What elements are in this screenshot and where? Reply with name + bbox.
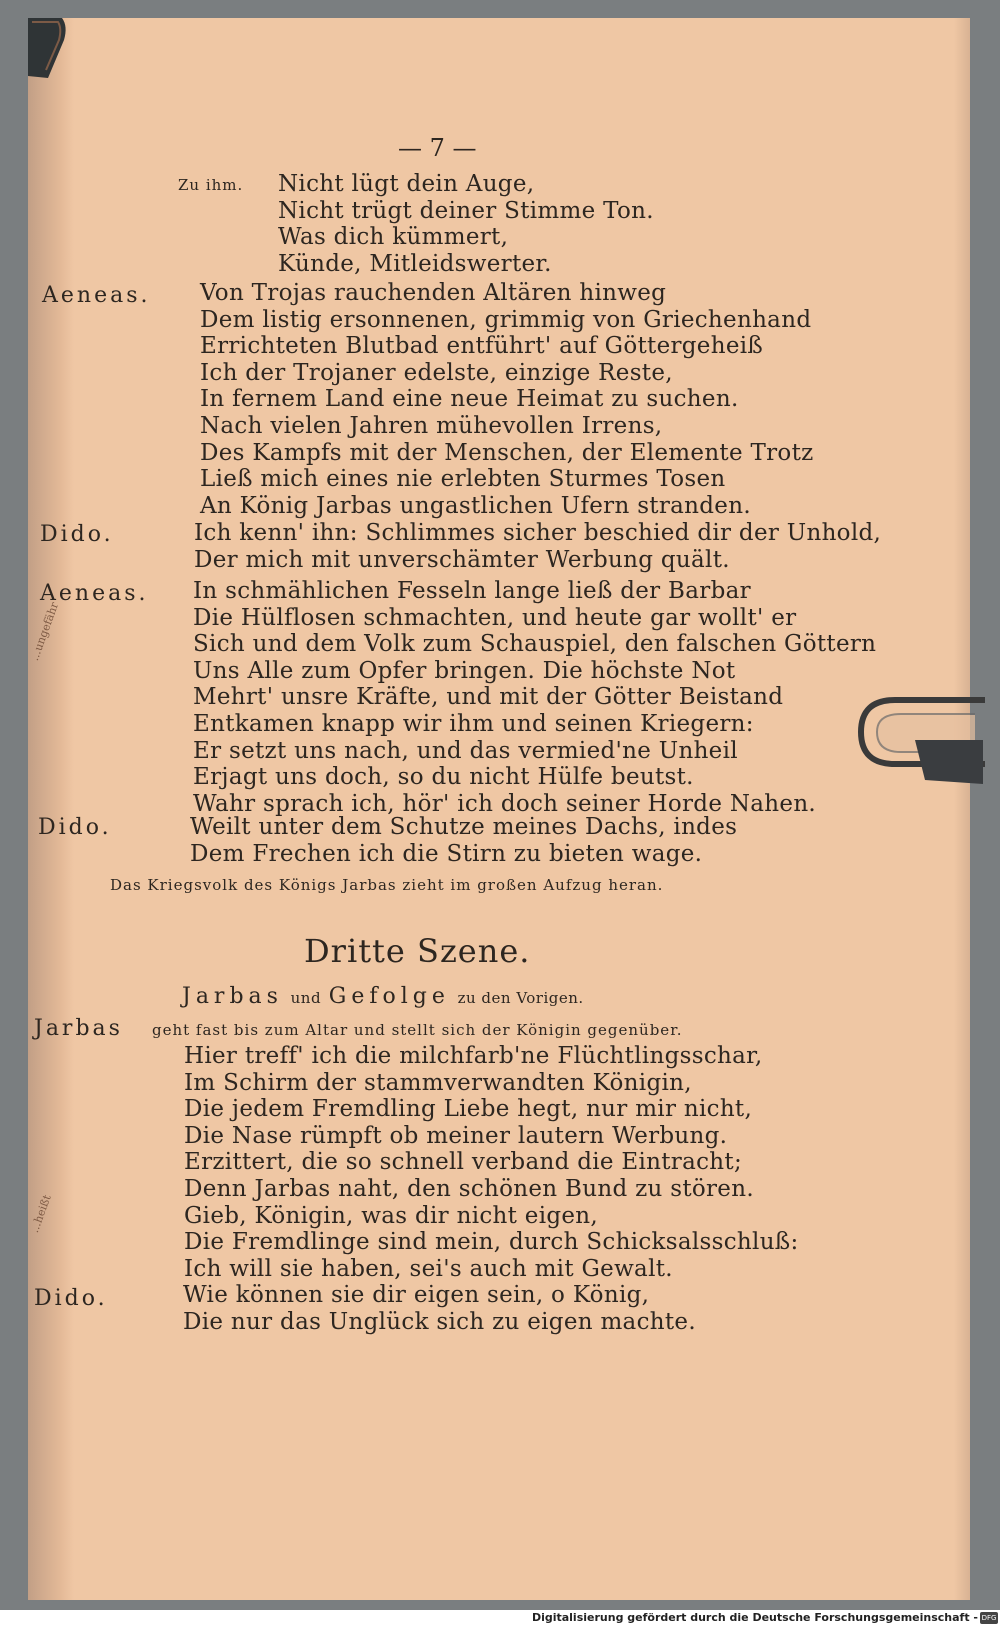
verse-block [194, 520, 881, 573]
book-page [28, 18, 970, 1600]
verse-block [200, 280, 814, 519]
verse-block [190, 814, 737, 867]
speaker-name: Dido. [40, 522, 114, 547]
verse-line: Von Trojas rauchenden Altären hinweg [200, 280, 667, 306]
verse-line: Ich kenn' ihn: Schlimmes sicher beschied dir der Unhold, [194, 520, 882, 546]
verse-line: Dem Frechen ich die Stirn zu bieten wage. [190, 840, 703, 867]
verse-line: Die Fremdlinge sind mein, durch Schicksalsschluß: [184, 1229, 799, 1256]
verse-line: Die nur das Unglück sich zu eigen machte. [183, 1308, 696, 1335]
verse-line: Der mich mit unverschämter Werbung quält. [194, 546, 730, 573]
verse-block [193, 578, 876, 817]
verse-line: Denn Jarbas naht, den schönen Bund zu stören. [184, 1175, 754, 1202]
scene-title: Dritte Szene. [304, 932, 531, 970]
cast-connector: und [290, 989, 322, 1007]
verse-line: Uns Alle zum Opfer bringen. Die höchste Not [193, 657, 736, 684]
verse-line: Nicht trügt deiner Stimme Ton. [278, 197, 654, 224]
speaker-name: Jarbas [34, 1016, 123, 1041]
speaker-name: Aeneas. [40, 581, 149, 606]
verse-line: Die Nase rümpft ob meiner lautern Werbung. [184, 1122, 728, 1149]
footer-bar [0, 1610, 1000, 1627]
verse-line: Entkamen knapp wir ihm und seinen Kriegern: [193, 710, 754, 737]
scene-cast [182, 984, 584, 1009]
speaker-name: Dido. [34, 1286, 108, 1311]
paper-clip-icon [855, 680, 985, 790]
verse-line: Im Schirm der stammverwandten Königin, [184, 1069, 692, 1096]
speaker-name: Dido. [38, 815, 112, 840]
dfg-logo-icon: DFG [981, 1614, 997, 1622]
verse-line: Hier treff' ich die milchfarb'ne Flüchtlingsschar, [184, 1043, 763, 1069]
verse-block [184, 1043, 799, 1282]
verse-line: Er setzt uns nach, und das vermied'ne Unheil [193, 737, 738, 764]
verse-line: Was dich kümmert, [278, 224, 509, 251]
verse-block [183, 1282, 696, 1335]
verse-block [278, 171, 654, 277]
verse-line: An König Jarbas ungastlichen Ufern stranden. [200, 492, 751, 519]
verse-line: Sich und dem Volk zum Schauspiel, den falschen Göttern [193, 631, 877, 658]
page-right-edge [954, 18, 970, 1600]
verse-line: Die jedem Fremdling Liebe hegt, nur mir nicht, [184, 1096, 753, 1123]
verse-line: Die Hülflosen schmachten, und heute gar wollt' er [193, 604, 797, 631]
cast-rest: zu den Vorigen. [457, 989, 584, 1007]
cast-name: Jarbas [182, 984, 283, 1009]
verse-line: In fernem Land eine neue Heimat zu suchen. [200, 386, 739, 413]
verse-line: Erzittert, die so schnell verband die Eintracht; [184, 1149, 742, 1176]
page-binding [28, 18, 74, 1600]
verse-line: Erjagt uns doch, so du nicht Hülfe beutst. [193, 764, 694, 791]
verse-line: Ich will sie haben, sei's auch mit Gewalt. [184, 1255, 673, 1282]
speaker-name: Aeneas. [42, 283, 151, 308]
verse-line: Dem listig ersonnenen, grimmig von Griechenhand [200, 306, 812, 333]
verse-line: Gieb, Königin, was dir nicht eigen, [184, 1202, 599, 1229]
verse-line: Des Kampfs mit der Menschen, der Elemente Trotz [200, 439, 814, 466]
stage-direction-inline: geht fast bis zum Altar und stellt sich der Königin gegenüber. [152, 1021, 683, 1039]
verse-line: Wahr sprach ich, hör' ich doch seiner Horde Nahen. [193, 790, 817, 817]
stage-direction: Das Kriegsvolk des Königs Jarbas zieht im großen Aufzug heran. [110, 876, 664, 894]
margin-note: ...ungefähr [28, 600, 62, 663]
verse-line: Nicht lügt dein Auge, [278, 171, 535, 197]
verse-line: Mehrt' unsre Kräfte, und mit der Götter Beistand [193, 684, 784, 711]
verse-line: Ließ mich eines nie erlebten Sturmes Tosen [200, 466, 726, 493]
verse-line: Weilt unter dem Schutze meines Dachs, indes [190, 814, 738, 840]
cast-name: Gefolge [328, 984, 450, 1009]
footer-text: Digitalisierung gefördert durch die Deutsche Forschungsgemeinschaft - [531, 1611, 978, 1624]
margin-note: ...heißt [28, 1192, 54, 1235]
verse-line: Nach vielen Jahren mühevollen Irrens, [200, 412, 663, 439]
bookmark-ribbon-icon [28, 18, 68, 78]
verse-line: Ich der Trojaner edelste, einzige Reste, [200, 359, 673, 386]
verse-line: Errichteten Blutbad entführt' auf Göttergeheiß [200, 333, 764, 360]
verse-line: Künde, Mitleidswerter. [278, 250, 552, 277]
verse-line: In schmählichen Fesseln lange ließ der Barbar [193, 578, 751, 604]
page-number: — 7 — [398, 134, 477, 162]
verse-line: Wie können sie dir eigen sein, o König, [183, 1282, 650, 1308]
stage-direction-inline: Zu ihm. [178, 176, 244, 194]
